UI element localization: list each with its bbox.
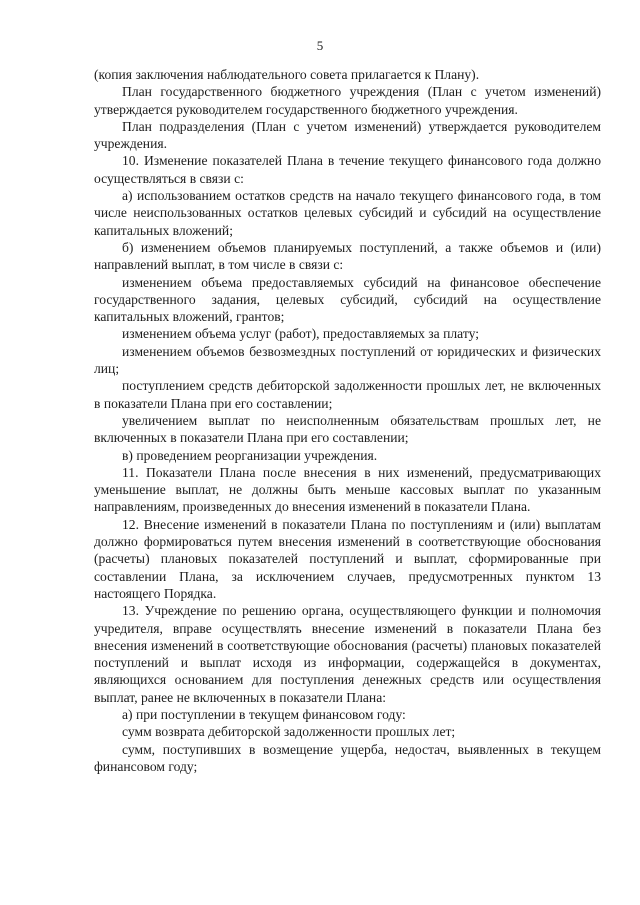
paragraph: изменением объемов безвозмездных поступлений от юридических и физических лиц; xyxy=(94,343,601,377)
paragraph: сумм возврата дебиторской задолженности прошлых лет; xyxy=(122,724,456,740)
paragraph: а) использованием остатков средств на начало текущего финансового года, в том числе неиспользованных остатков целевых субсидий и субсидий на осуществление капитальных вложений; xyxy=(94,188,601,238)
document-body xyxy=(94,66,601,775)
paragraph: в) проведением реорганизации учреждения. xyxy=(122,447,378,463)
paragraph: изменением объема услуг (работ), предоставляемых за плату; xyxy=(122,326,479,342)
paragraph: (копия заключения наблюдательного совета прилагается к Плану). xyxy=(94,67,480,82)
paragraph: План подразделения (План с учетом изменений) утверждается руководителем учреждения. xyxy=(94,118,601,152)
paragraph: 11. Показатели Плана после внесения в них изменений, предусматривающих уменьшение выплат, не должны быть меньше кассовых выплат по указанным направлениям, произведенных до внесения изменений в показатели Плана. xyxy=(94,464,601,515)
paragraph: изменением объема предоставляемых субсидий на финансовое обеспечение государственного задания, целевых субсидий, субсидий на осуществление капитальных вложений, грантов; xyxy=(94,274,601,325)
paragraph: сумм, поступивших в возмещение ущерба, недостач, выявленных в текущем финансовом году; xyxy=(94,741,601,774)
paragraph: 13. Учреждение по решению органа, осуществляющего функции и полномочия учредителя, вправе осуществлять внесение изменений в показатели Плана без внесения изменений в соответствующие обоснования (расчеты) плановых показателей поступлений и выплат исходя из информации, содержащейся в документах, являющихся основанием для поступления денежных средств или осуществления выплат, ранее не включенных в показатели Плана: xyxy=(94,603,601,705)
paragraph: 12. Внесение изменений в показатели Плана по поступлениям и (или) выплатам должно формироваться путем внесения изменений в соответствующие обоснования (расчеты) плановых показателей поступлений и выплат, сформированные при составлении Плана, за исключением случаев, предусмотренных пунктом 13 настоящего Порядка. xyxy=(94,516,601,601)
paragraph: 10. Изменение показателей Плана в течение текущего финансового года должно осуществляться в связи с: xyxy=(94,153,601,186)
paragraph: План государственного бюджетного учреждения (План с учетом изменений) утверждается руководителем государственного бюджетного учреждения. xyxy=(94,84,601,117)
paragraph: увеличением выплат по неисполненным обязательствам прошлых лет, не включенных в показатели Плана при его составлении; xyxy=(94,412,601,446)
paragraph: б) изменением объемов планируемых поступлений, а также объемов и (или) направлений выплат, в том числе в связи с: xyxy=(94,239,601,273)
paragraph: а) при поступлении в текущем финансовом году: xyxy=(122,706,406,722)
paragraph: поступлением средств дебиторской задолженности прошлых лет, не включенных в показатели Плана при его составлении; xyxy=(94,378,601,411)
page-number: 5 xyxy=(316,38,324,53)
